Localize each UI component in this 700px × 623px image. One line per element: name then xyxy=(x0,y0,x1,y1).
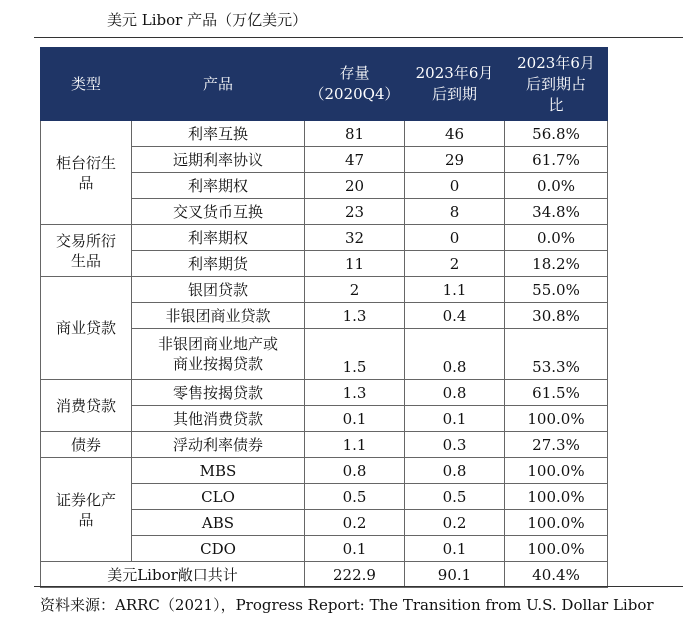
share-cell: 100.0% xyxy=(505,406,608,432)
share-cell: 56.8% xyxy=(505,121,608,147)
stock-cell: 2 xyxy=(305,277,405,303)
top-rule xyxy=(34,37,683,38)
stock-cell: 1.3 xyxy=(305,380,405,406)
stock-cell: 0.1 xyxy=(305,536,405,562)
group-label: 柜台衍生 品 xyxy=(41,121,132,225)
product-cell: 利率期货 xyxy=(132,251,305,277)
stock-cell: 0.2 xyxy=(305,510,405,536)
after-cell: 0.8 xyxy=(405,329,505,380)
stock-cell: 1.3 xyxy=(305,303,405,329)
stock-cell: 0.8 xyxy=(305,458,405,484)
table-row xyxy=(41,380,608,406)
product-cell: 浮动利率债券 xyxy=(132,432,305,458)
after-cell: 29 xyxy=(405,147,505,173)
after-cell: 46 xyxy=(405,121,505,147)
header-after: 2023年6月 后到期 xyxy=(405,48,505,121)
share-cell: 100.0% xyxy=(505,536,608,562)
stock-cell: 20 xyxy=(305,173,405,199)
after-cell: 0.2 xyxy=(405,510,505,536)
product-cell: MBS xyxy=(132,458,305,484)
stock-cell: 0.5 xyxy=(305,484,405,510)
share-cell: 30.8% xyxy=(505,303,608,329)
total-share: 40.4% xyxy=(505,562,608,588)
group-label: 证券化产 品 xyxy=(41,458,132,562)
share-cell: 53.3% xyxy=(505,329,608,380)
share-cell: 61.7% xyxy=(505,147,608,173)
share-cell: 18.2% xyxy=(505,251,608,277)
total-label: 美元Libor敞口共计 xyxy=(41,562,305,588)
share-cell: 27.3% xyxy=(505,432,608,458)
product-cell: 其他消费贷款 xyxy=(132,406,305,432)
stock-cell: 0.1 xyxy=(305,406,405,432)
stock-cell: 23 xyxy=(305,199,405,225)
share-cell: 100.0% xyxy=(505,458,608,484)
after-cell: 0 xyxy=(405,173,505,199)
libor-table xyxy=(40,47,608,588)
group-label: 商业贷款 xyxy=(41,277,132,380)
stock-cell: 1.1 xyxy=(305,432,405,458)
share-cell: 100.0% xyxy=(505,510,608,536)
header-type: 类型 xyxy=(41,48,132,121)
after-cell: 0 xyxy=(405,225,505,251)
header-product: 产品 xyxy=(132,48,305,121)
after-cell: 0.1 xyxy=(405,536,505,562)
table-body xyxy=(41,121,608,588)
table-row xyxy=(41,458,608,484)
total-after: 90.1 xyxy=(405,562,505,588)
product-cell: CLO xyxy=(132,484,305,510)
after-cell: 8 xyxy=(405,199,505,225)
header-stock: 存量 （2020Q4） xyxy=(305,48,405,121)
table-row xyxy=(41,277,608,303)
share-cell: 55.0% xyxy=(505,277,608,303)
header-row xyxy=(41,48,608,121)
product-cell: 利率期权 xyxy=(132,173,305,199)
stock-cell: 32 xyxy=(305,225,405,251)
share-cell: 0.0% xyxy=(505,173,608,199)
after-cell: 0.1 xyxy=(405,406,505,432)
table-row xyxy=(41,432,608,458)
header-share: 2023年6月 后到期占 比 xyxy=(505,48,608,121)
product-cell: 非银团商业地产或 商业按揭贷款 xyxy=(132,329,305,380)
table-title: 美元 Libor 产品（万亿美元） xyxy=(107,11,308,29)
product-cell: 利率互换 xyxy=(132,121,305,147)
stock-cell: 1.5 xyxy=(305,329,405,380)
share-cell: 0.0% xyxy=(505,225,608,251)
product-cell: 零售按揭贷款 xyxy=(132,380,305,406)
total-row xyxy=(41,562,608,588)
share-cell: 34.8% xyxy=(505,199,608,225)
group-label: 交易所衍 生品 xyxy=(41,225,132,277)
product-cell: 远期利率协议 xyxy=(132,147,305,173)
product-cell: 非银团商业贷款 xyxy=(132,303,305,329)
share-cell: 61.5% xyxy=(505,380,608,406)
product-cell: 利率期权 xyxy=(132,225,305,251)
total-stock: 222.9 xyxy=(305,562,405,588)
after-cell: 0.8 xyxy=(405,380,505,406)
product-cell: 银团贷款 xyxy=(132,277,305,303)
after-cell: 0.8 xyxy=(405,458,505,484)
source-note: 资料来源：ARRC（2021），Progress Report: The Transition from U.S. Dollar Libor xyxy=(40,596,654,614)
table-row xyxy=(41,225,608,251)
bottom-rule xyxy=(34,586,683,587)
after-cell: 0.4 xyxy=(405,303,505,329)
after-cell: 0.3 xyxy=(405,432,505,458)
product-cell: 交叉货币互换 xyxy=(132,199,305,225)
table-row xyxy=(41,121,608,147)
product-cell: ABS xyxy=(132,510,305,536)
stock-cell: 47 xyxy=(305,147,405,173)
share-cell: 100.0% xyxy=(505,484,608,510)
after-cell: 0.5 xyxy=(405,484,505,510)
stock-cell: 81 xyxy=(305,121,405,147)
group-label: 消费贷款 xyxy=(41,380,132,432)
after-cell: 2 xyxy=(405,251,505,277)
after-cell: 1.1 xyxy=(405,277,505,303)
group-label: 债券 xyxy=(41,432,132,458)
product-cell: CDO xyxy=(132,536,305,562)
stock-cell: 11 xyxy=(305,251,405,277)
